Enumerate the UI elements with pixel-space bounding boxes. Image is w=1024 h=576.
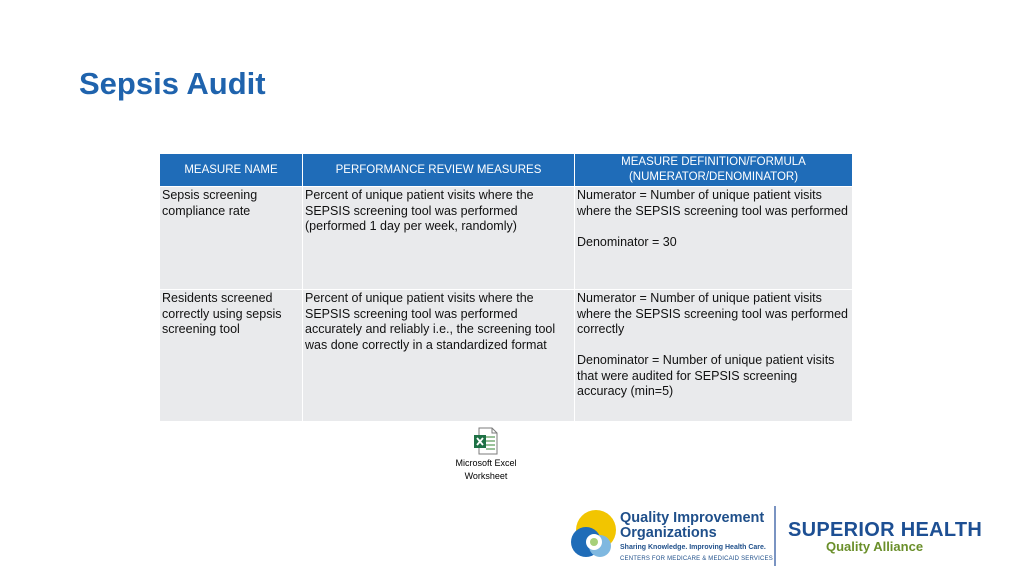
excel-file-icon <box>473 427 499 455</box>
cms-label: CENTERS FOR MEDICARE & MEDICAID SERVICES <box>620 556 773 562</box>
cell-performance-measure: Percent of unique patient visits where the SEPSIS screening tool was performed (performed 1 day per week, randomly) <box>303 187 575 290</box>
header-measure-name: MEASURE NAME <box>160 154 303 187</box>
table-row <box>160 290 853 422</box>
shqa-logo-line1: SUPERIOR HEALTH <box>788 519 983 541</box>
cell-definition: Numerator = Number of unique patient visits where the SEPSIS screening tool was performed Denominator = 30 <box>575 187 853 290</box>
shqa-logo-line2: Quality Alliance <box>826 539 924 554</box>
header-measure-definition: MEASURE DEFINITION/FORMULA (NUMERATOR/DENOMINATOR) <box>575 154 853 187</box>
logo-divider <box>774 506 776 566</box>
cell-definition: Numerator = Number of unique patient visits where the SEPSIS screening tool was performed correctly Denominator = Number of unique patient visits that were audited for SEPSIS screening accuracy (min=5) <box>575 290 853 422</box>
excel-attachment[interactable] <box>448 427 524 483</box>
excel-attachment-label: Microsoft Excel Worksheet <box>455 458 517 481</box>
qio-logo-icon <box>568 508 618 562</box>
measures-table <box>159 153 853 422</box>
table-row <box>160 187 853 290</box>
table-header-row <box>160 154 853 187</box>
qio-tagline: Sharing Knowledge. Improving Health Care. <box>620 544 766 551</box>
cell-performance-measure: Percent of unique patient visits where the SEPSIS screening tool was performed accurately and reliably i.e., the screening tool was done correctly in a standardized format <box>303 290 575 422</box>
cell-measure-name: Sepsis screening compliance rate <box>160 187 303 290</box>
header-performance-review-measures: PERFORMANCE REVIEW MEASURES <box>303 154 575 187</box>
cell-measure-name: Residents screened correctly using sepsis screening tool <box>160 290 303 422</box>
qio-logo-text: Quality Improvement Organizations <box>620 510 765 541</box>
page-title: Sepsis Audit <box>79 66 266 101</box>
